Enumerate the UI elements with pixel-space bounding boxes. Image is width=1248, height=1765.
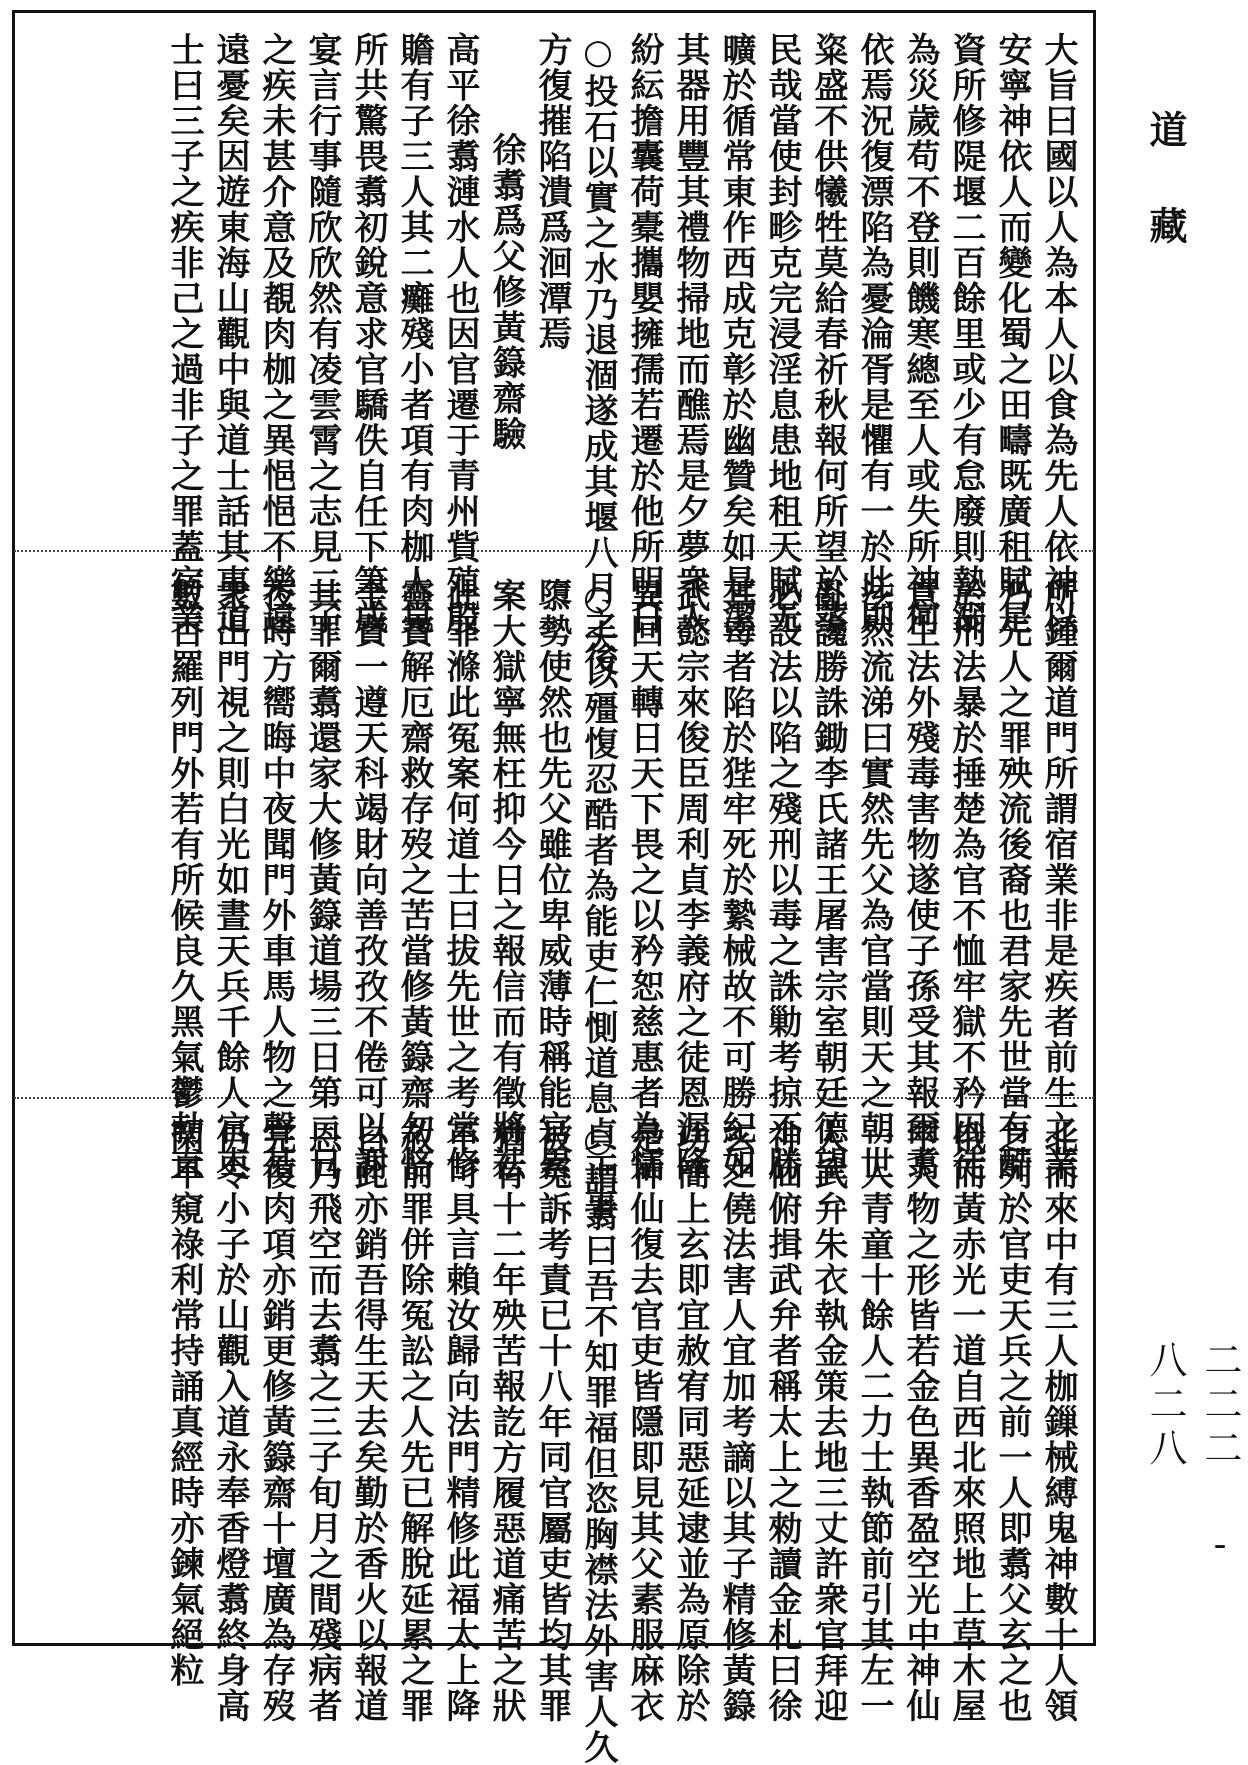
text-column: 武懿宗來俊臣周利貞李義府之徒恩渥隆 <box>670 578 710 1182</box>
text-column: 意生法外殘毒害物遂使子孫受其報爾翥 <box>900 578 940 1182</box>
text-column: 閑不窺祿利常持誦真經時亦鍊氣絕粒 <box>164 1120 204 1688</box>
text-column: ○夫以殭愎忍酷者為能吏仁惻道息貞正事 <box>578 578 618 1223</box>
text-column: 之列於官吏天兵之前一人即翥父玄之也 <box>992 1120 1032 1724</box>
text-column: 俄而黃赤光一道自西北來照地上草木屋 <box>946 1120 986 1724</box>
text-column: 曠於循常東作西成克彰於幽贊矣如是潔 <box>716 32 756 636</box>
text-column: 士曰三子之疾非己之過非子之罪蓋宿業 <box>164 32 204 636</box>
text-column: 大旨曰國以人為本人以食為先人依神以 <box>1038 32 1078 636</box>
text-column: 異回天轉日天下畏之以矜恕慈惠者為懦 <box>624 578 664 1182</box>
text-column: 贍有子三人其二癱殘小者項有肉枷人見 <box>394 32 434 636</box>
collection-name: 道藏 <box>1143 110 1188 302</box>
text-column: 其器用豐其禮物掃地而醮焉是夕夢衆人 <box>670 32 710 636</box>
text-column: 是神仙復去官吏皆隱即見其父素服麻衣 <box>624 1120 664 1724</box>
text-column: 功簡上玄即宜赦宥同惡延逮並為原除於 <box>670 1120 710 1724</box>
text-column: 民哉當使封畛克完浸淫息患地租天賦无 <box>762 32 802 636</box>
text-column: 依焉況復漂陷為憂淪胥是懼有一於此則 <box>854 32 894 636</box>
text-register-top <box>40 32 1080 677</box>
text-column: 隳勢使然也先父雖位卑威薄時稱能官累 <box>532 578 572 1182</box>
text-column: 亂讒勝誅鋤李氏諸王屠害宗室朝廷德望 <box>808 578 848 1182</box>
text-column: 紛紜擔囊荷橐攜嬰擁孺若遷於他所明日 <box>624 32 664 636</box>
text-column: 遠憂矣因遊東海山觀中與道士話其事道 <box>210 32 250 636</box>
text-column: ○投石以實之水乃退涸遂成其堰八月之後 <box>578 32 618 677</box>
text-column: 宇人物之形皆若金色異香盈空光中神仙 <box>900 1120 940 1724</box>
text-column: ○謂翥曰吾不知罪福但恣胸襟法外害人久 <box>578 1120 618 1765</box>
text-column: 夜時方嚮晦中夜聞門外車馬人物之聲甚 <box>256 578 296 1182</box>
text-column: 北而來中有三人枷鏁械縛鬼神數十人領 <box>1038 1120 1078 1724</box>
text-column: 案大獄寧無枉抑今日之報信而有徵將祛 <box>486 578 526 1182</box>
text-column: 金寶一遵天科竭財向善孜孜不倦可以謝 <box>348 578 388 1182</box>
text-column: 玄之僥法害人宜加考謫以其子精修黃籙 <box>716 1120 756 1724</box>
text-column: 泫然流涕曰實然先父為官當則天之朝世 <box>854 578 894 1182</box>
text-column: 神仙俯揖武弁者稱太上之勑讀金札曰徐 <box>762 1120 802 1724</box>
text-column: 乃先人之罪殃流後裔也君家先世當有酷 <box>992 578 1032 1182</box>
text-column: 安寧神依人而變化蜀之田疇既廣租賦是 <box>992 32 1032 636</box>
text-column: 其毒者陷於狴牢死於縶械故不可勝紀如 <box>716 578 756 1182</box>
text-column: 恩乃飛空而去翥之三子旬月之間殘病者 <box>302 1120 342 1724</box>
text-column: 之疾未甚介意及覩肉枷之異悒悒不樂遠 <box>256 32 296 636</box>
text-column: 所鍾爾道門所謂宿業非是疾者前生之業 <box>1038 578 1078 1182</box>
text-column: 一人青童十餘人二力士執節前引其左一 <box>854 1120 894 1724</box>
text-register-bottom <box>40 1120 1080 1765</box>
text-column: 衆出門視之則白光如晝天兵千餘人官吏 <box>210 578 250 1182</box>
text-column: 資所修隄堰二百餘里或少有怠廢則墊溺 <box>946 32 986 636</box>
text-column: 於刑法暴於捶楚為官不恤牢獄不矜囚徒 <box>946 578 986 1182</box>
section-heading: 徐翥爲父修黃籙齋驗 <box>486 132 526 452</box>
text-column: 赦前罪併除冤訟之人先已解脫延累之罪 <box>394 1120 434 1724</box>
text-column: 自此亦銷吾得生天去矣勤於香火以報道 <box>348 1120 388 1724</box>
text-column: 此罪滌此冤案何道士曰拔先世之考當修 <box>440 578 480 1182</box>
text-column: 靈寶解厄齋救存歿之苦當修黃籙齋勿悋 <box>394 578 434 1182</box>
text-column: 所共驚畏翥初銳意求官驕佚自任下筆成 <box>348 32 388 636</box>
text-column: 為災歲苟不登則饑寒總至人或失所神何 <box>900 32 940 636</box>
text-column: 仍令小子於山觀入道永奉香燈翥終身高 <box>210 1120 250 1724</box>
text-column: 人武弁朱衣執金策去地三丈許衆官拜迎 <box>808 1120 848 1724</box>
text-column: 被冤訴考責已十八年同官屬吏皆均其罪 <box>532 1120 572 1724</box>
text-column: 數百羅列門外若有所候良久黑氣鬱勃直 <box>164 578 204 1182</box>
text-column: 必設法以陷之殘刑以毒之誅勦考掠不勝 <box>762 578 802 1182</box>
text-column: 不可具言賴汝歸向法門精修此福太上降 <box>440 1120 480 1724</box>
page-number: 二二二 - 八二八 <box>1143 1340 1242 1572</box>
text-column: 猶有十二年殃苦報訖方履惡道痛苦之狀 <box>486 1120 526 1724</box>
text-column: 完復肉項亦銷更修黃籙齋十壇廣為存歿 <box>256 1120 296 1724</box>
text-column: 高平徐翥漣水人也因官遷于青州貲殖殷 <box>440 32 480 636</box>
text-column: 粢盛不供犧牲莫給春祈秋報何所望於蒸 <box>808 32 848 636</box>
text-column: 宴言行事隨欣欣然有凌雲霄之志見二子 <box>302 32 342 636</box>
text-register-middle <box>40 578 1080 1223</box>
text-column: 方復摧陷潰爲洄潭焉 <box>532 32 572 352</box>
text-column: 其罪爾翥還家大修黃籙道場三日第二日 <box>302 578 342 1182</box>
